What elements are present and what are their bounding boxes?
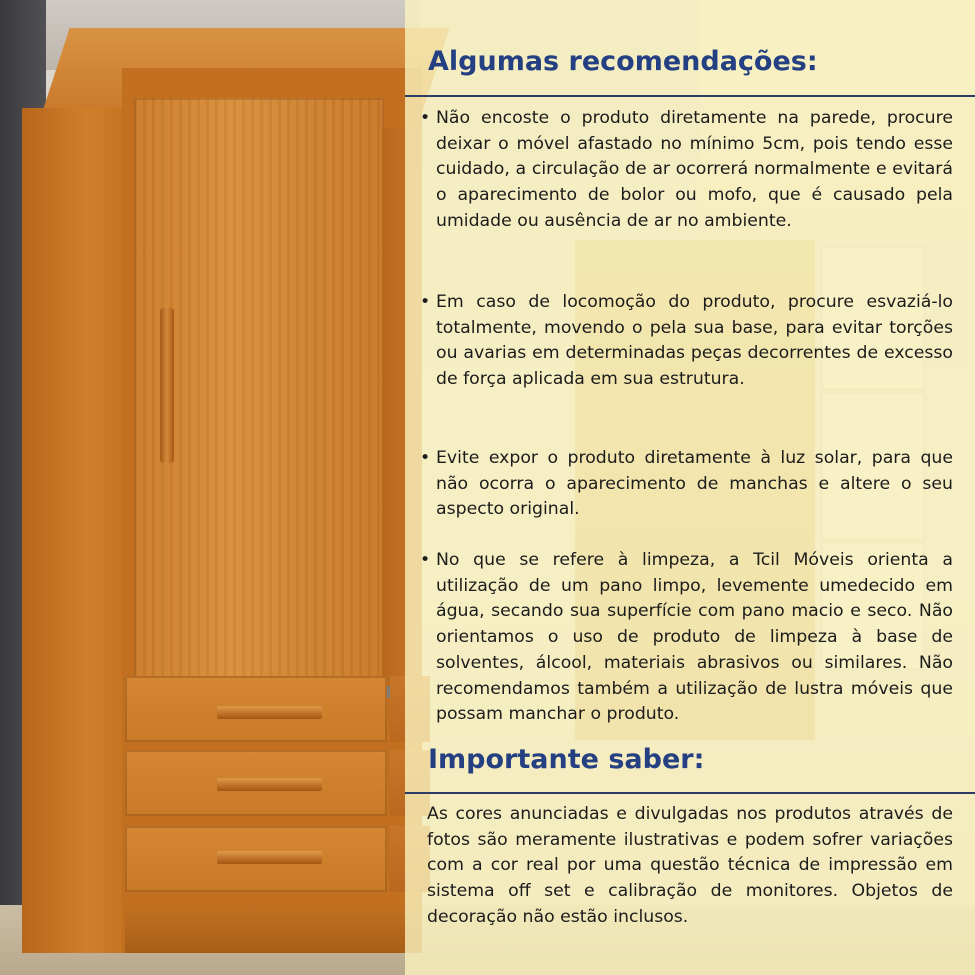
wardrobe-base: [125, 908, 422, 953]
recommendation-item: [420, 446, 953, 523]
drawer-handle: [217, 706, 322, 719]
recommendation-item: [420, 548, 953, 728]
important-title: Importante saber:: [428, 744, 705, 775]
bullet-icon: •: [420, 448, 431, 468]
wardrobe-side: [22, 108, 130, 953]
drawer-handle: [217, 851, 322, 864]
recommendation-item: [420, 106, 953, 235]
recommendation-text: Em caso de locomoção do produto, procure esvaziá-lo totalmente, movendo o pela sua base, para evitar torções ou avarias em determinadas peças decorrentes de excesso de força aplicada em sua estrutura.: [436, 292, 953, 390]
recommendation-text: Não encoste o produto diretamente na parede, procure deixar o móvel afastado no mínimo 5cm, pois tendo esse cuidado, a circulação de ar ocorrerá normalmente e evitará o aparecimento de bolor ou mofo, que é causado pela umidade ou ausência de ar no ambiente.: [436, 108, 953, 231]
recommendation-text: Evite expor o produto diretamente à luz solar, para que não ocorra o aparecimento de manchas e altere o seu aspecto original.: [436, 448, 953, 520]
wardrobe: [22, 28, 422, 953]
bullet-icon: •: [420, 292, 431, 312]
door-handle: [160, 308, 174, 463]
recommendation-text: No que se refere à limpeza, a Tcil Móveis orienta a utilização de um pano limpo, levemente umedecido em água, secando sua superfície com pano macio e seco. Não orientamos o uso de produto de limpeza à base de solventes, álcool, materiais abrasivos ou similares. Não recomendamos também a utilização de lustra móveis que possam manchar o produto.: [436, 550, 953, 725]
title-divider: [405, 95, 975, 97]
drawer-handle: [217, 778, 322, 791]
recommendation-item: [420, 290, 953, 393]
recommendations-title: Algumas recomendações:: [428, 46, 818, 77]
important-divider: [405, 792, 975, 794]
bullet-icon: •: [420, 108, 431, 128]
important-text: As cores anunciadas e divulgadas nos produtos através de fotos são meramente ilustrativas e podem sofrer variações com a cor real por uma questão técnica de impressão em sistema off set e calibração de monitores. Objetos de decoração não estão inclusos.: [427, 804, 953, 927]
bullet-icon: •: [420, 550, 431, 570]
